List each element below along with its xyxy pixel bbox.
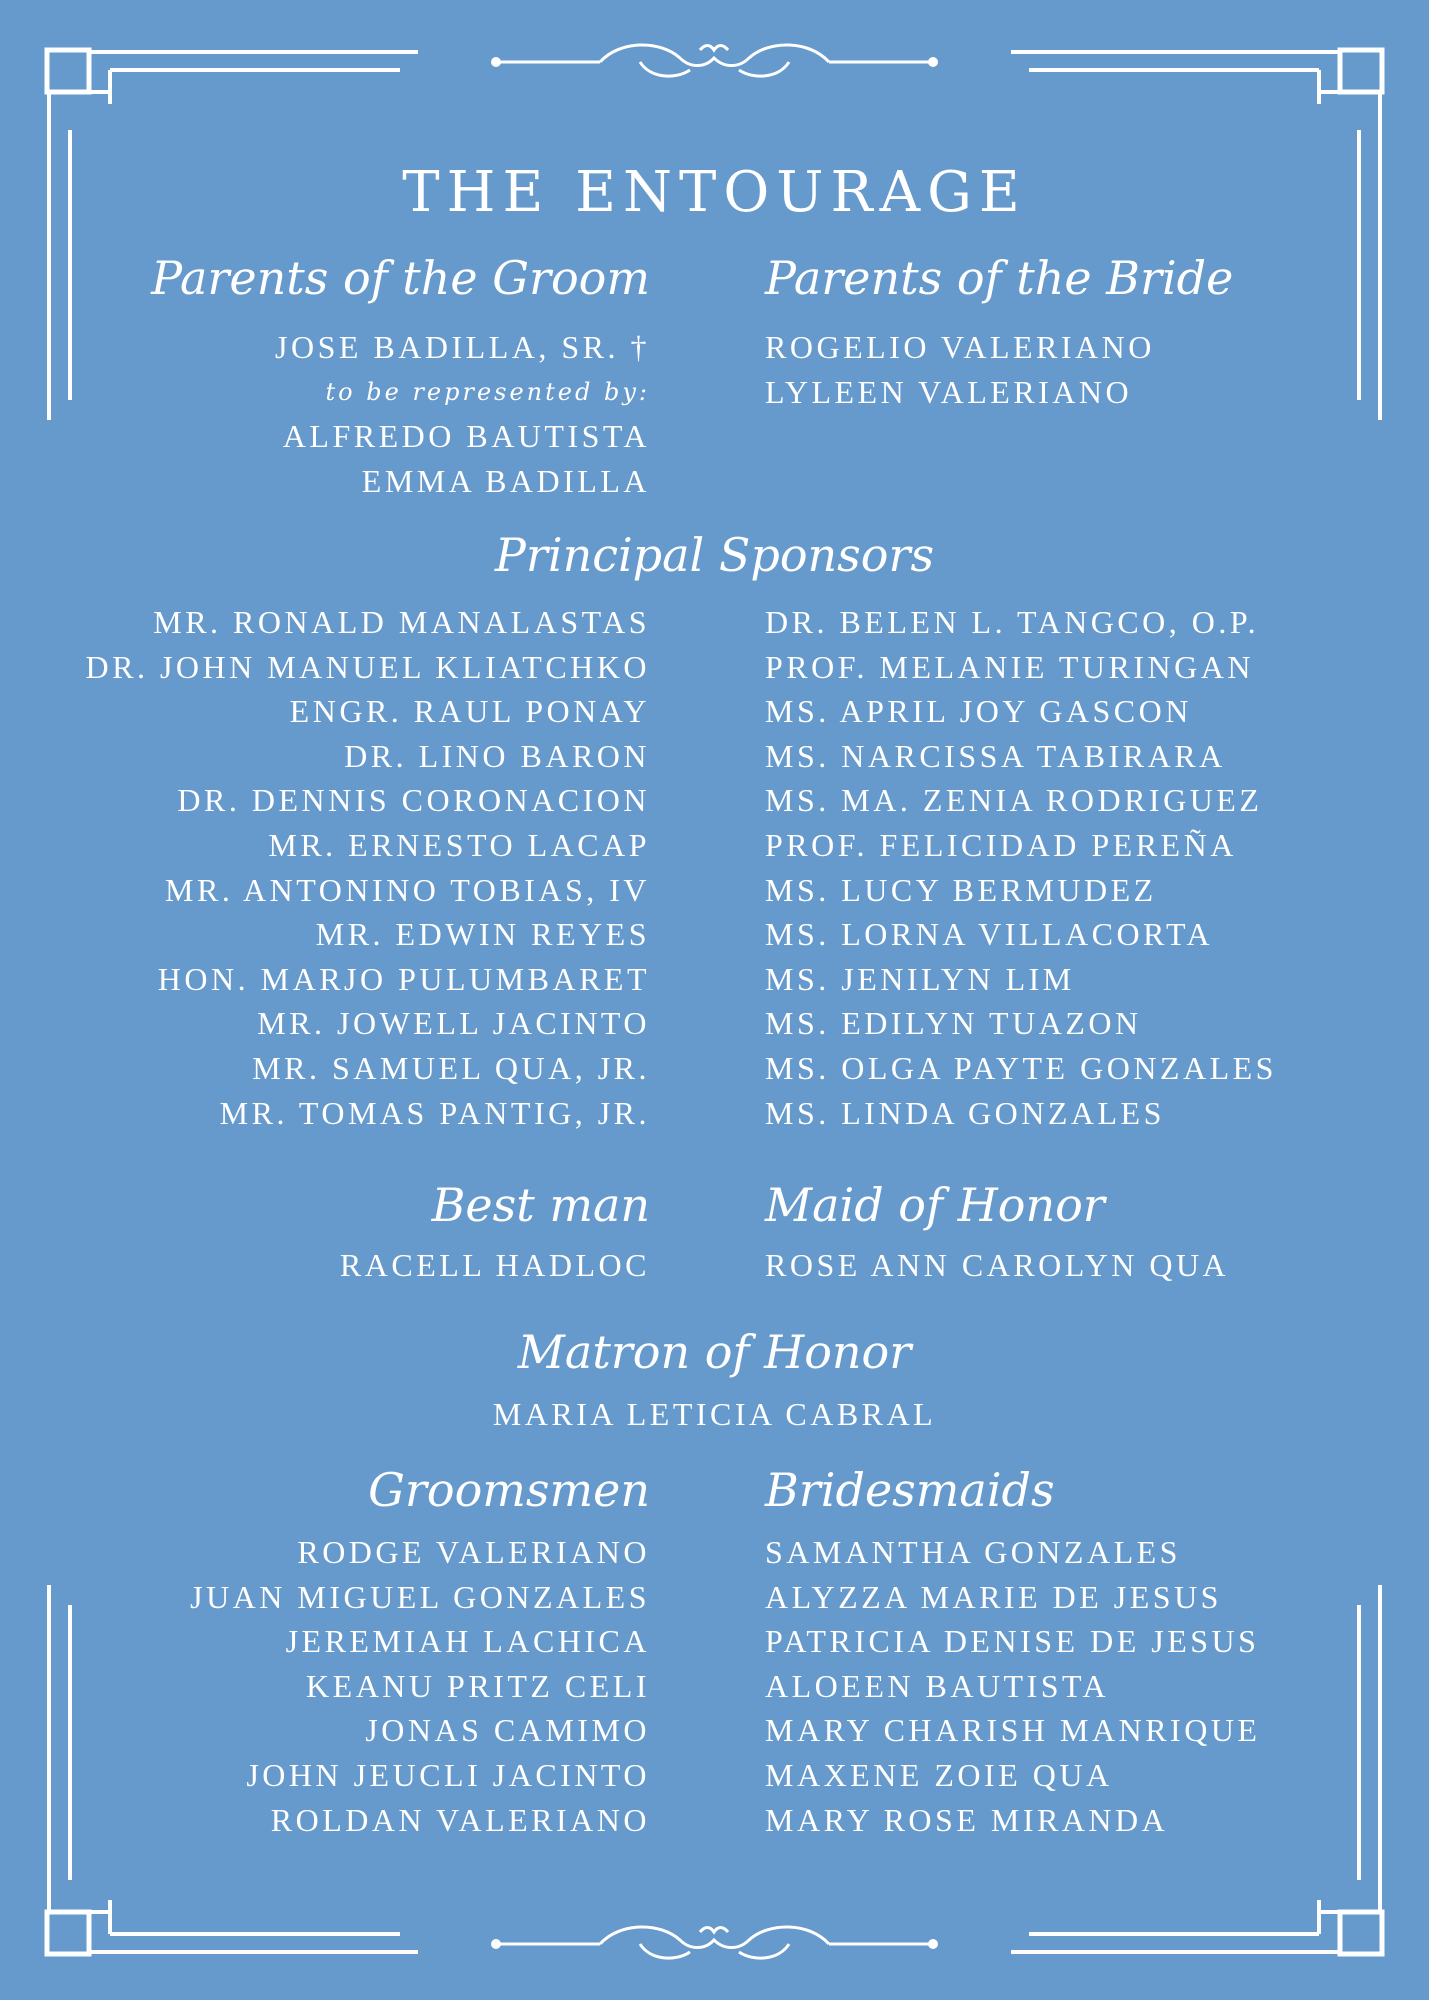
list-item: JUAN MIGUEL GONZALES — [190, 1578, 650, 1615]
list-item: PROF. MELANIE TURINGAN — [765, 648, 1254, 685]
bridesmaids-heading: Bridesmaids — [765, 1463, 1055, 1517]
top-flourish-icon — [498, 45, 931, 76]
parents-groom-heading: Parents of the Groom — [151, 251, 650, 305]
list-item: PATRICIA DENISE DE JESUS — [765, 1623, 1260, 1660]
page-title: THE ENTOURAGE — [402, 160, 1027, 225]
list-item: MR. SAMUEL QUA, JR. — [252, 1049, 650, 1086]
sponsors-left-list — [85, 600, 650, 1135]
list-item: MR. ERNESTO LACAP — [268, 826, 650, 863]
maid-of-honor-list — [765, 1243, 1229, 1288]
groom-representative: EMMA BADILLA — [361, 462, 650, 499]
principal-sponsors-heading: Principal Sponsors — [494, 528, 935, 582]
maid-of-honor-name: ROSE ANN CAROLYN QUA — [765, 1247, 1230, 1283]
parents-bride-list — [765, 325, 1155, 414]
list-item: ROLDAN VALERIANO — [270, 1801, 650, 1838]
list-item: MARY CHARISH MANRIQUE — [765, 1712, 1261, 1749]
list-item: JONAS CAMIMO — [365, 1712, 650, 1749]
list-item: MS. APRIL JOY GASCON — [765, 693, 1192, 730]
list-item: MS. MA. ZENIA RODRIGUEZ — [765, 782, 1263, 819]
list-item: MS. LUCY BERMUDEZ — [765, 871, 1157, 908]
list-item: DR. BELEN L. TANGCO, O.P. — [765, 604, 1260, 640]
maid-of-honor-heading: Maid of Honor — [765, 1178, 1105, 1232]
list-item: JEREMIAH LACHICA — [285, 1623, 650, 1660]
bride-parent: LYLEEN VALERIANO — [765, 373, 1133, 410]
list-item: MS. LINDA GONZALES — [765, 1094, 1165, 1131]
list-item: MR. ANTONINO TOBIAS, IV — [165, 871, 650, 908]
list-item: ALYZZA MARIE DE JESUS — [765, 1578, 1222, 1615]
list-item: MARY ROSE MIRANDA — [765, 1801, 1169, 1838]
list-item: SAMANTHA GONZALES — [765, 1534, 1181, 1570]
best-man-heading: Best man — [431, 1178, 650, 1232]
list-item: ALOEEN BAUTISTA — [765, 1667, 1110, 1704]
parents-groom-list — [275, 325, 650, 503]
list-item: MS. JENILYN LIM — [765, 960, 1075, 997]
groom-father: JOSE BADILLA, SR. † — [275, 329, 650, 365]
best-man-name: RACELL HADLOC — [339, 1247, 650, 1283]
list-item: MS. LORNA VILLACORTA — [765, 916, 1214, 953]
list-item: DR. DENNIS CORONACION — [177, 782, 650, 819]
bride-parent: ROGELIO VALERIANO — [765, 329, 1155, 365]
list-item: HON. MARJO PULUMBARET — [157, 960, 650, 997]
list-item: MR. TOMAS PANTIG, JR. — [219, 1094, 650, 1131]
best-man-list — [340, 1243, 650, 1288]
list-item: PROF. FELICIDAD PEREÑA — [765, 826, 1237, 863]
list-item: MAXENE ZOIE QUA — [765, 1756, 1113, 1793]
list-item: MS. EDILYN TUAZON — [765, 1005, 1142, 1042]
matron-of-honor-name: MARIA LETICIA CABRAL — [492, 1396, 937, 1432]
matron-of-honor-list — [0, 1392, 1429, 1437]
list-item: MS. NARCISSA TABIRARA — [765, 737, 1226, 774]
list-item: MR. JOWELL JACINTO — [257, 1005, 650, 1042]
list-item: ENGR. RAUL PONAY — [289, 693, 650, 730]
list-item: DR. JOHN MANUEL KLIATCHKO — [85, 648, 650, 685]
groomsmen-heading: Groomsmen — [368, 1463, 650, 1517]
list-item: RODGE VALERIANO — [297, 1534, 650, 1570]
bottom-flourish-icon — [498, 1927, 931, 1958]
list-item: MR. EDWIN REYES — [315, 916, 650, 953]
represented-note: to be represented by: — [325, 377, 650, 406]
list-item: MS. OLGA PAYTE GONZALES — [765, 1049, 1277, 1086]
list-item: MR. RONALD MANALASTAS — [153, 604, 650, 640]
list-item: JOHN JEUCLI JACINTO — [246, 1756, 650, 1793]
groomsmen-list — [190, 1530, 650, 1842]
bridesmaids-list — [765, 1530, 1260, 1842]
list-item: KEANU PRITZ CELI — [306, 1667, 650, 1704]
parents-bride-heading: Parents of the Bride — [765, 251, 1234, 305]
matron-of-honor-heading: Matron of Honor — [517, 1325, 912, 1379]
groom-representative: ALFREDO BAUTISTA — [282, 418, 650, 455]
sponsors-right-list — [765, 600, 1277, 1135]
list-item: DR. LINO BARON — [344, 737, 650, 774]
